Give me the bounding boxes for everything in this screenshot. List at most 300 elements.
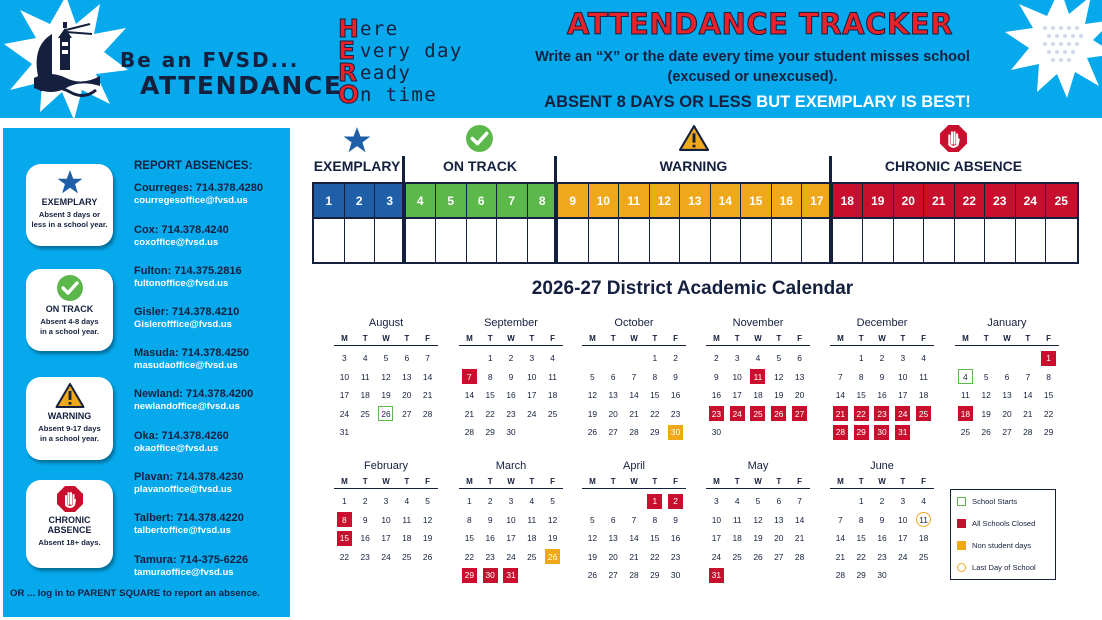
calendar-day: 19 xyxy=(753,533,763,544)
calendar-day-cell xyxy=(501,492,522,511)
legend-item-start xyxy=(951,491,1055,512)
absence-mark-box[interactable] xyxy=(589,219,620,262)
calendar-day-cell xyxy=(376,511,397,530)
month-weeks xyxy=(580,349,688,442)
weekday-header-row xyxy=(830,475,934,489)
calendar-day: 27 xyxy=(608,570,618,581)
calendar-day: 20 xyxy=(1002,408,1012,419)
calendar-day: 18 xyxy=(918,533,929,544)
contact-newland xyxy=(134,388,289,413)
contact-email[interactable]: newlandoffice@fvsd.us xyxy=(134,401,240,412)
calendar-day-cell xyxy=(582,349,603,368)
weekday-header: F xyxy=(1046,334,1052,343)
absence-mark-box[interactable] xyxy=(1016,219,1047,262)
calendar-day: 2 xyxy=(508,353,514,364)
calendar-day: 10 xyxy=(339,371,350,382)
calendar-day-cell xyxy=(727,405,748,424)
absence-mark-box[interactable] xyxy=(436,219,467,262)
calendar-day-cell xyxy=(542,529,563,548)
contact-email[interactable]: courregesoffice@fvsd.us xyxy=(134,195,248,206)
calendar-day-cell xyxy=(851,566,872,585)
calendar-day-cell xyxy=(459,386,480,405)
calendar-day: 21 xyxy=(794,533,805,544)
calendar-week xyxy=(459,566,563,585)
calendar-day-cell xyxy=(396,492,417,511)
weekday-header: W xyxy=(630,477,638,486)
calendar-week xyxy=(334,423,438,442)
legend-swatch xyxy=(957,563,966,572)
weekday-header: F xyxy=(425,334,431,343)
calendar-day: 28 xyxy=(794,551,805,562)
contact-email[interactable]: Gislerofffice@fvsd.us xyxy=(134,319,232,330)
calendar-day: 7 xyxy=(838,371,843,382)
calendar-day: 21 xyxy=(464,408,475,419)
calendar-day-cell xyxy=(582,423,603,442)
absence-mark-box[interactable] xyxy=(711,219,742,262)
calendar-day: 17 xyxy=(506,533,516,544)
calendar-day: 17 xyxy=(898,390,908,401)
absence-mark-box[interactable] xyxy=(497,219,528,262)
calendar-day: 19 xyxy=(381,390,391,401)
check-icon xyxy=(465,124,494,153)
legend-swatch xyxy=(957,541,966,550)
calendar-day: 10 xyxy=(898,514,908,525)
calendar-day-cell xyxy=(789,548,810,567)
calendar-day-cell xyxy=(501,386,522,405)
calendar-day-closed: 27 xyxy=(792,406,807,421)
calendar-week xyxy=(334,548,438,567)
calendar-day: 7 xyxy=(631,371,637,382)
calendar-week xyxy=(830,405,934,424)
calendar-day: 11 xyxy=(548,371,557,382)
calendar-day-cell xyxy=(480,529,501,548)
calendar-day: 17 xyxy=(898,533,908,544)
card-desc-line: Absent 9-17 days xyxy=(38,424,101,433)
calendar-day: 1 xyxy=(487,353,493,364)
absence-mark-box[interactable] xyxy=(619,219,650,262)
calendar-day-cell xyxy=(582,548,603,567)
contact-email[interactable]: fultonoffice@fvsd.us xyxy=(134,278,229,289)
absence-mark-box[interactable] xyxy=(558,219,589,262)
calendar-day: 2 xyxy=(714,353,719,364)
calendar-day-cell xyxy=(955,386,976,405)
legend-item-last xyxy=(951,557,1055,578)
month-name: May xyxy=(747,460,769,472)
calendar-day-cell xyxy=(355,386,376,405)
absence-mark-box[interactable] xyxy=(406,219,437,262)
calendar-day: 10 xyxy=(732,371,742,382)
absence-day-number: 20 xyxy=(894,184,925,217)
calendar-day: 12 xyxy=(774,371,784,382)
absence-mark-box[interactable] xyxy=(680,219,711,262)
calendar-day-cell xyxy=(851,548,872,567)
weekday-header: M xyxy=(466,334,473,343)
calendar-day: 27 xyxy=(402,408,412,419)
card-title: ON TRACK xyxy=(45,304,94,314)
absence-mark-box[interactable] xyxy=(314,219,345,262)
weekday-header-row xyxy=(582,475,686,489)
calendar-day-cell xyxy=(851,511,872,530)
calendar-day: 24 xyxy=(381,551,391,562)
calendar-day-cell xyxy=(1038,423,1059,442)
calendar-day-cell xyxy=(417,386,438,405)
contact-email[interactable]: coxoffice@fvsd.us xyxy=(134,237,219,248)
calendar-day: 19 xyxy=(587,408,598,419)
calendar-day-cell xyxy=(480,368,501,387)
calendar-day-cell xyxy=(644,566,665,585)
calendar-day-cell xyxy=(624,405,645,424)
calendar-week xyxy=(459,492,563,511)
star-icon xyxy=(57,169,83,195)
hero-initial: O xyxy=(338,80,360,109)
month-march xyxy=(457,460,565,585)
calendar-day: 10 xyxy=(381,514,391,525)
weekday-header: T xyxy=(858,334,864,343)
calendar-day-cell xyxy=(768,386,789,405)
weekday-header: W xyxy=(382,334,390,343)
calendar-day: 8 xyxy=(1046,371,1051,382)
calendar-day-cell xyxy=(521,529,542,548)
card-desc-line: in a school year. xyxy=(39,326,100,336)
calendar-day: 6 xyxy=(1004,371,1010,382)
weekday-header: M xyxy=(713,334,720,343)
contact-oka xyxy=(134,430,289,455)
calendar-day-cell xyxy=(501,529,522,548)
calendar-day-cell xyxy=(334,386,355,405)
calendar-week xyxy=(334,492,438,511)
calendar-day-closed: 22 xyxy=(854,406,869,421)
calendar-day-cell xyxy=(997,349,1018,368)
calendar-day-cell xyxy=(521,405,542,424)
calendar-day-cell xyxy=(417,368,438,387)
weekday-header: T xyxy=(858,477,864,486)
warning-icon xyxy=(55,382,85,409)
calendar-day-cell xyxy=(872,511,893,530)
calendar-week xyxy=(830,548,934,567)
calendar-day-cell xyxy=(768,548,789,567)
weekday-header-row xyxy=(706,475,810,489)
calendar-day: 28 xyxy=(629,427,639,438)
contact-phone: Masuda: 714.378.4250 xyxy=(134,347,249,359)
calendar-day-cell xyxy=(396,511,417,530)
hero-word: ere xyxy=(360,18,399,40)
absence-mark-box[interactable] xyxy=(741,219,772,262)
calendar-week xyxy=(955,368,1059,387)
calendar-week xyxy=(459,368,563,387)
absence-day-number: 2 xyxy=(345,184,376,217)
calendar-week xyxy=(830,349,934,368)
calendar-day-cell xyxy=(376,492,397,511)
calendar-day: 15 xyxy=(856,533,866,544)
absence-day-numbers xyxy=(312,182,1079,217)
absent-goal-part-2: BUT EXEMPLARY IS BEST! xyxy=(756,93,971,111)
calendar-day: 11 xyxy=(919,371,928,382)
calendar-day-cell xyxy=(480,386,501,405)
absence-mark-box[interactable] xyxy=(985,219,1016,262)
absence-mark-box[interactable] xyxy=(1046,219,1077,262)
calendar-day: 18 xyxy=(753,390,763,401)
calendar-day-cell xyxy=(376,423,397,442)
contact-talbert xyxy=(134,512,289,537)
check-icon xyxy=(56,274,84,302)
month-weeks xyxy=(457,492,565,585)
calendar-day-closed: 31 xyxy=(709,568,724,583)
calendar-day-cell xyxy=(892,405,913,424)
absence-day-number: 17 xyxy=(802,184,833,217)
calendar-day-cell xyxy=(459,349,480,368)
calendar-day: 1 xyxy=(467,496,472,507)
calendar-day: 29 xyxy=(485,427,495,438)
calendar-day: 4 xyxy=(362,353,368,364)
month-name: September xyxy=(484,317,538,329)
absence-day-number: 15 xyxy=(741,184,772,217)
calendar-day: 24 xyxy=(339,408,350,419)
absence-mark-box[interactable] xyxy=(802,219,833,262)
card-desc-line: in a school year. xyxy=(39,433,100,443)
calendar-day: 16 xyxy=(670,533,681,544)
calendar-day: 6 xyxy=(610,371,616,382)
absence-mark-box[interactable] xyxy=(833,219,864,262)
weekday-header: T xyxy=(362,477,368,486)
calendar-day-cell xyxy=(665,529,686,548)
calendar-week xyxy=(830,423,934,442)
calendar-day-cell xyxy=(830,511,851,530)
calendar-day-cell xyxy=(417,529,438,548)
calendar-week xyxy=(706,511,810,530)
calendar-week xyxy=(459,548,563,567)
calendar-day-cell xyxy=(665,566,686,585)
weekday-header: T xyxy=(487,477,493,486)
calendar-day: 2 xyxy=(487,496,493,507)
calendar-week xyxy=(459,529,563,548)
hero-initial: R xyxy=(338,58,358,87)
calendar-day: 7 xyxy=(425,353,430,364)
calendar-day-cell xyxy=(665,368,686,387)
calendar-day-cell xyxy=(768,405,789,424)
calendar-week xyxy=(706,349,810,368)
contact-email[interactable]: talbertoffice@fvsd.us xyxy=(134,525,231,536)
calendar-week xyxy=(334,386,438,405)
month-name: April xyxy=(622,460,645,472)
calendar-day: 1 xyxy=(652,353,658,364)
calendar-day-cell xyxy=(706,529,727,548)
calendar-day-cell xyxy=(913,386,934,405)
calendar-day: 4 xyxy=(755,353,761,364)
calendar-day-cell xyxy=(459,566,480,585)
calendar-day-cell xyxy=(892,423,913,442)
calendar-day-cell xyxy=(665,349,686,368)
month-september xyxy=(457,317,565,442)
calendar-day-cell xyxy=(1017,349,1038,368)
absence-mark-box[interactable] xyxy=(650,219,681,262)
calendar-day: 21 xyxy=(835,551,846,562)
contact-email[interactable]: tamuraoffice@fvsd.us xyxy=(134,567,234,578)
calendar-day: 16 xyxy=(877,390,887,401)
calendar-day-cell xyxy=(913,405,934,424)
hero-line xyxy=(338,80,463,109)
month-weeks xyxy=(580,492,688,585)
calendar-day-closed: 18 xyxy=(958,406,973,421)
calendar-week xyxy=(582,405,686,424)
weekday-header: F xyxy=(797,334,803,343)
calendar-day-cell xyxy=(748,423,769,442)
absence-day-number: 5 xyxy=(436,184,467,217)
calendar-day-cell xyxy=(1038,386,1059,405)
calendar-day-last: 11 xyxy=(916,512,931,527)
absence-mark-box[interactable] xyxy=(772,219,803,262)
calendar-day-cell xyxy=(706,511,727,530)
calendar-day: 5 xyxy=(550,496,555,507)
calendar-day-cell xyxy=(603,511,624,530)
weekday-header: W xyxy=(507,334,515,343)
calendar-day-cell xyxy=(851,386,872,405)
calendar-day-cell xyxy=(582,405,603,424)
absence-mark-box[interactable] xyxy=(955,219,986,262)
calendar-day-cell xyxy=(1017,423,1038,442)
calendar-day-cell xyxy=(644,492,665,511)
calendar-day-cell xyxy=(480,511,501,530)
weekday-header: W xyxy=(630,334,638,343)
calendar-day: 6 xyxy=(610,514,616,525)
absence-mark-box[interactable] xyxy=(924,219,955,262)
absence-mark-box[interactable] xyxy=(375,219,406,262)
calendar-day: 14 xyxy=(835,533,846,544)
calendar-day-cell xyxy=(768,423,789,442)
month-april xyxy=(580,460,688,585)
hero-initial: H xyxy=(338,14,359,43)
contact-email[interactable]: okaoffice@fvsd.us xyxy=(134,443,219,454)
calendar-day-cell xyxy=(913,349,934,368)
calendar-day: 18 xyxy=(918,390,929,401)
calendar-day-closed: 28 xyxy=(833,425,848,440)
calendar-day-cell xyxy=(727,548,748,567)
calendar-day: 6 xyxy=(776,496,782,507)
calendar-day-closed: 25 xyxy=(750,406,765,421)
calendar-day: 29 xyxy=(856,570,866,581)
absence-mark-box[interactable] xyxy=(894,219,925,262)
legend-item-nonstudent xyxy=(951,535,1055,556)
lighthouse-logo-icon xyxy=(30,16,102,98)
calendar-day-cell xyxy=(603,529,624,548)
calendar-day-cell xyxy=(768,511,789,530)
month-weeks xyxy=(828,349,936,442)
calendar-day-cell xyxy=(417,548,438,567)
absence-day-number: 1 xyxy=(314,184,345,217)
calendar-day-cell xyxy=(727,423,748,442)
calendar-day-cell xyxy=(913,511,934,530)
calendar-day: 3 xyxy=(900,353,906,364)
tier-label-exemplary: EXEMPLARY xyxy=(313,158,401,174)
calendar-day: 8 xyxy=(858,514,864,525)
calendar-day-cell xyxy=(501,566,522,585)
absence-mark-box[interactable] xyxy=(467,219,498,262)
calendar-week xyxy=(706,492,810,511)
calendar-day: 18 xyxy=(732,533,742,544)
calendar-day: 22 xyxy=(339,551,350,562)
calendar-day-start: 26 xyxy=(378,406,393,421)
contact-phone: Tamura: 714-375-6226 xyxy=(134,554,249,566)
absence-day-number: 11 xyxy=(619,184,650,217)
calendar-day: 3 xyxy=(900,496,906,507)
weekday-header: T xyxy=(610,334,616,343)
calendar-day-cell xyxy=(644,349,665,368)
weekday-header: M xyxy=(341,477,348,486)
hero-word: eady xyxy=(360,62,412,84)
calendar-day-cell xyxy=(644,511,665,530)
calendar-day: 24 xyxy=(527,408,537,419)
calendar-day: 20 xyxy=(794,390,805,401)
calendar-day: 19 xyxy=(981,408,991,419)
calendar-day-cell xyxy=(644,386,665,405)
calendar-day: 7 xyxy=(631,514,637,525)
card-desc-line: less in a school year. xyxy=(31,219,108,229)
calendar-day-cell xyxy=(417,405,438,424)
calendar-day: 29 xyxy=(1043,427,1054,438)
tier-label-on-track: ON TRACK xyxy=(443,158,517,174)
calendar-day-cell xyxy=(334,423,355,442)
calendar-day-cell xyxy=(913,492,934,511)
month-name: March xyxy=(495,460,527,472)
calendar-day: 12 xyxy=(587,533,598,544)
absence-day-number: 6 xyxy=(467,184,498,217)
contact-email[interactable]: masudaoffice@fvsd.us xyxy=(134,360,238,371)
weekday-header: T xyxy=(1025,334,1031,343)
calendar-day-cell xyxy=(913,368,934,387)
contact-email[interactable]: plavanoffice@fvsd.us xyxy=(134,484,232,495)
calendar-day: 1 xyxy=(342,496,347,507)
calendar-day: 6 xyxy=(404,353,410,364)
calendar-day: 10 xyxy=(898,371,908,382)
calendar-day-cell xyxy=(872,405,893,424)
calendar-day: 7 xyxy=(838,514,843,525)
card-on-track xyxy=(26,269,113,351)
calendar-day-cell xyxy=(872,492,893,511)
calendar-day-cell xyxy=(892,492,913,511)
weekday-header: T xyxy=(404,334,410,343)
calendar-week xyxy=(334,405,438,424)
calendar-day: 4 xyxy=(921,496,926,507)
calendar-day: 23 xyxy=(506,408,516,419)
calendar-day-cell xyxy=(603,492,624,511)
calendar-day-cell xyxy=(376,349,397,368)
legend-label: Last Day of School xyxy=(972,563,1036,572)
calendar-day-cell xyxy=(480,492,501,511)
calendar-day: 28 xyxy=(464,427,475,438)
calendar-day: 12 xyxy=(422,514,433,525)
calendar-day-cell xyxy=(542,423,563,442)
weekday-header: T xyxy=(734,477,740,486)
parent-square-note: OR ... log in to PARENT SQUARE to report an absence. xyxy=(10,588,260,599)
calendar-day: 8 xyxy=(467,514,472,525)
absence-mark-box[interactable] xyxy=(345,219,376,262)
calendar-day: 20 xyxy=(608,551,618,562)
calendar-day: 23 xyxy=(877,551,887,562)
hero-line xyxy=(338,14,463,43)
stop-hand-icon xyxy=(939,124,968,153)
absence-mark-box[interactable] xyxy=(863,219,894,262)
instructions-line-1: Write an “X” or the date every time your student misses school xyxy=(535,49,970,65)
calendar-day-cell xyxy=(913,529,934,548)
weekday-header: F xyxy=(673,477,679,486)
calendar-day: 4 xyxy=(550,353,555,364)
calendar-week xyxy=(955,386,1059,405)
calendar-day-cell xyxy=(603,368,624,387)
calendar-day-closed: 21 xyxy=(833,406,848,421)
calendar-day-cell xyxy=(665,405,686,424)
calendar-day: 15 xyxy=(856,390,866,401)
weekday-header-row xyxy=(706,332,810,346)
calendar-day-cell xyxy=(892,386,913,405)
